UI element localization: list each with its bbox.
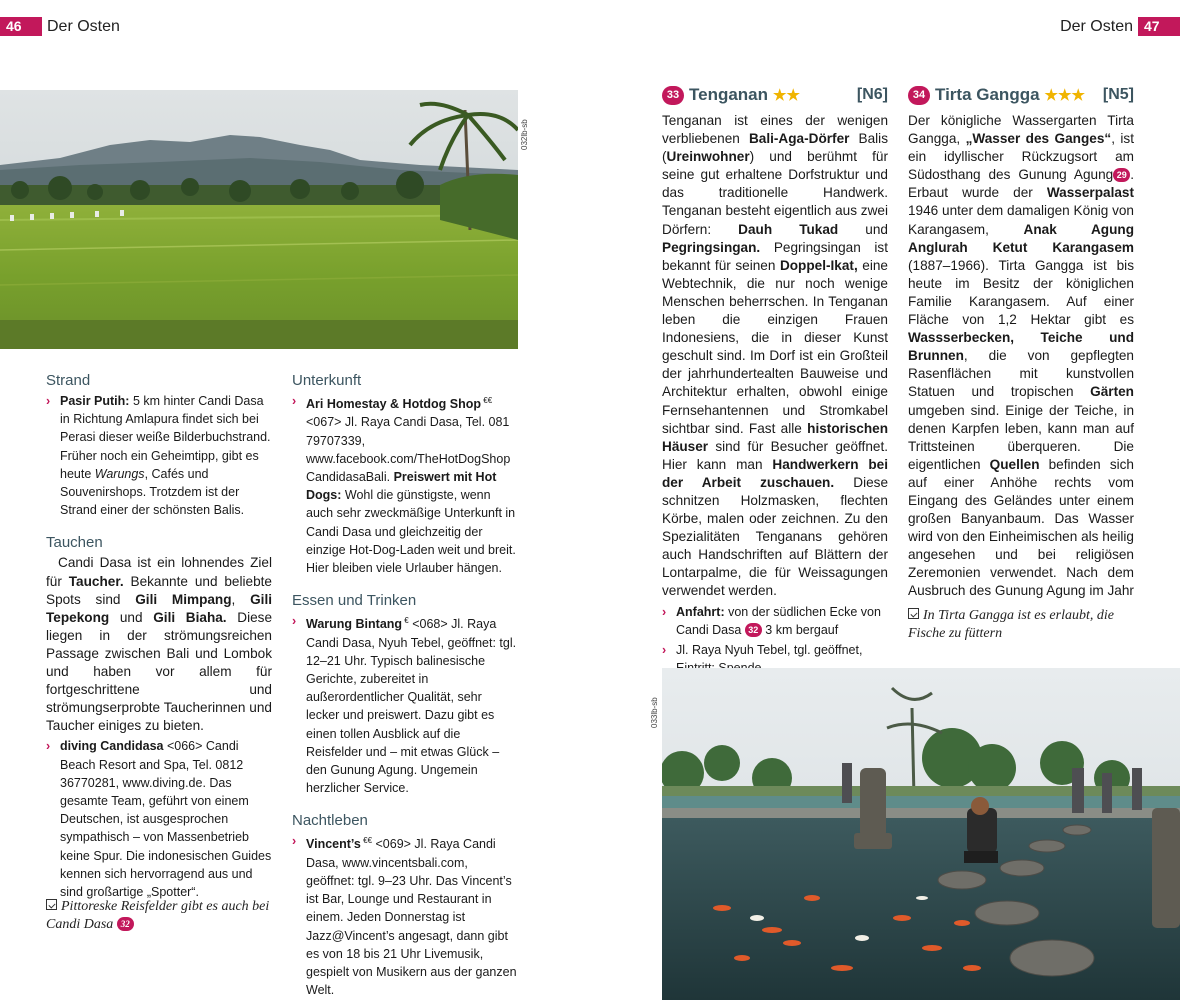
- map-grid-ref: [N5]: [1102, 86, 1134, 103]
- caption-photo-icon: [908, 608, 919, 619]
- arrow-icon: ›: [662, 604, 667, 619]
- section-heading-unterkunft: Unterkunft: [292, 372, 362, 389]
- section-heading-tauchen: Tauchen: [46, 534, 103, 552]
- entry-title: Tenganan: [689, 85, 769, 104]
- arrow-icon: ›: [292, 394, 297, 408]
- location-badge: 29: [1113, 168, 1130, 182]
- photo-caption-right: In Tirta Gangga ist es erlaubt, die Fische zu füttern: [908, 608, 1114, 641]
- section-heading-nachtleben: Nachtleben: [292, 812, 368, 830]
- arrow-icon: ›: [292, 614, 297, 629]
- star-rating-icon: ★★: [773, 87, 800, 104]
- list-item: › diving Candidasa <066> Candi Beach Resort and Spa, Tel. 0812 36770281, www.diving.de. Das gesamte Team, geführt von einem Deutschen, ist ausgesprochen sympathisch – von Massenbetrieb keine Spur. Die indonesischen Guides kennen sich hervorragend aus und sind großartige „Spotter“.: [46, 739, 272, 899]
- tauchen-paragraph: Candi Dasa ist ein lohnendes Ziel für Taucher. Bekannte und beliebte Spots sind Gili Mimpang, Gili Tepekong und Gili Biaha. Diese liegen in der strömungsreichen Passage zwischen Bali und Lombok und haben vor allem für fortgeschrittene und strömungserprobte Taucherinnen und Taucher einiges zu bieten.: [46, 555, 273, 734]
- list-item: › Ari Homestay & Hotdog Shop €€ <067> Jl. Raya Candi Dasa, Tel. 081 79707339, www.facebook.com/TheHotDogShop CandidasaBali. Preiswert mit Hot Dogs: Wohl die günstigste, wenn auch sehr zweckmäßige Unterkunft in Candi Dasa und gleichzeitig der einzige Hot-Dog-Laden weit und breit. Hier bleiben viele Urlauber hängen.: [292, 394, 516, 575]
- tirta-gangga-photo: [662, 668, 1180, 1000]
- arrow-icon: ›: [662, 642, 667, 657]
- list-item: › Vincent’s €€ <069> Jl. Raya Candi Dasa, www.vincentsbali.com, geöffnet: tgl. 9–23 Uhr. Das Vincent’s ist Bar, Lounge und Restaurant in einem. Jeden Donnerstag ist Jazz@Vincent’s angesagt, dann gibt es von 18 bis 21 Uhr Livemusik, gespielt von Musikern aus der ganzen Welt.: [292, 834, 517, 998]
- tenganan-paragraph: Tenganan ist eines der wenigen verbliebenen Bali-Aga-Dörfer Balis (Ureinwohner) und berühmt für seine gut erhaltene Dorfstruktur und das traditionelle Handwerk. Tenganan besteht eigentlich aus zwei Dörfern: Dauh Tukad und Pegringsingan. Pegringsingan ist bekannt für seinen Doppel-Ikat, eine Webtechnik, die nur noch wenige Menschen beherrschen. In Tenganan leben die einzigen Frauen Indonesiens, die in dieser Kunst geschult sind. Im Dorf ist ein Großteil der jahrhundertealten Bauweise und Architektur erhalten, obwohl einige Fernsehantennen und Stromkabel sichtbar sind. Fast alle historischen Häuser sind für Besucher geöffnet. Hier kann man Handwerkern bei der Arbeit zuschauen. Diese schnitzen Holzmasken, flechten Körbe, malen oder zeichnen. Zu den Spezialitäten Tenganans gehören auch Handschriften auf Blättern der Lontarpalme, die für Weissagungen verwendet werden.: [662, 113, 889, 599]
- rice-field-image: [0, 90, 518, 349]
- running-head-left: Der Osten: [47, 18, 120, 35]
- section-heading-strand: Strand: [46, 372, 91, 389]
- caption-photo-icon: [46, 899, 57, 910]
- photo-credit-right: 033lb-sb: [650, 697, 659, 728]
- section-heading-essen: Essen und Trinken: [292, 592, 417, 610]
- photo-caption-left: Pittoreske Reisfelder gibt es auch bei Candi Dasa 32: [46, 899, 270, 932]
- map-grid-ref: [N6]: [856, 86, 888, 103]
- photo-credit-left: 032lb-sb: [520, 119, 529, 150]
- page-number-left: 46: [0, 17, 42, 36]
- running-head-right: Der Osten: [1060, 18, 1133, 35]
- entry-title: Tirta Gangga: [935, 85, 1040, 104]
- entry-heading-tenganan: [662, 84, 888, 106]
- location-badge: 32: [745, 623, 762, 637]
- page-number-right: 47: [1138, 17, 1180, 36]
- left-column-1: [46, 371, 272, 901]
- arrow-icon: ›: [46, 394, 51, 408]
- location-badge: 32: [117, 917, 134, 931]
- list-item: › Anfahrt: von der südlichen Ecke von Candi Dasa 32 3 km bergauf: [662, 604, 881, 637]
- list-item: › Warung Bintang € <068> Jl. Raya Candi Dasa, Nyuh Tebel, geöffnet: tgl. 12–21 Uhr. Typisch balinesische Gerichte, zubereitet in außerordentlicher Qualität, sehr lecker und preiswert. Dazu gibt es einen tollen Ausblick auf die Reisfelder und – mit etwas Glück – den Gunung Agung. Ungemein herzlicher Service.: [292, 614, 517, 796]
- arrow-icon: ›: [292, 834, 297, 849]
- tenganan-entry: [662, 84, 888, 677]
- entry-number-badge: 33: [662, 86, 684, 105]
- list-item: › Jl. Raya Nyuh Tebel, tgl. geöffnet,: [662, 641, 888, 677]
- arrow-icon: ›: [46, 739, 51, 754]
- star-rating-icon: ★★★: [1044, 87, 1085, 104]
- entry-number-badge: 34: [908, 86, 930, 105]
- rice-field-photo: [0, 90, 518, 349]
- list-item: › Pasir Putih: 5 km hinter Candi Dasa in Richtung Amlapura findet sich bei Perasi dieser weiße Bilderbuchstrand. Früher noch ein Geheimtipp, gibt es heute Warungs, Cafés und Souvenirshops. Trotzdem ist der Strand einer der schönsten Balis.: [46, 394, 271, 518]
- tirta-gangga-paragraph: Der königliche Wassergarten Tirta Gangga, „Wasser des Ganges“, ist ein idyllischer Rückzugsort am Südosthang des Gunung Agung 29 . Erbaut wurde der Wasserpalast 1946 unter dem damaligen König von Karangasem, Anak Agung Anglurah Ketut Karangasem (1887–1966). Tirta Gangga ist bis heute im Besitz der königlichen Familie Karangasem. Auf einer Fläche von 1,2 Hektar gibt es Wassserbecken, Teiche und Brunnen, die von gepflegten Rasenflächen mit kunstvollen Statuen und tropischen Gärten umgeben sind. Einige der Teiche, in denen Karpfen leben, kann man auf Trittsteinen überqueren. Die eigentlichen Quellen befinden sich auf einer Anhöhe rechts vom Eingang des Geländes unter einem großen Banyanbaum. Das Wasser wird von den Einheimischen als heilig angesehen und bei religiösen Zeremonien verwendet. Nach dem Ausbruch des Gunung Agung im Jahr: [908, 113, 1135, 599]
- entry-heading-tirta-gangga: [908, 84, 1134, 106]
- tirta-gangga-entry: [908, 84, 1134, 601]
- left-column-2: [292, 371, 518, 999]
- water-garden-image: [662, 668, 1180, 1000]
